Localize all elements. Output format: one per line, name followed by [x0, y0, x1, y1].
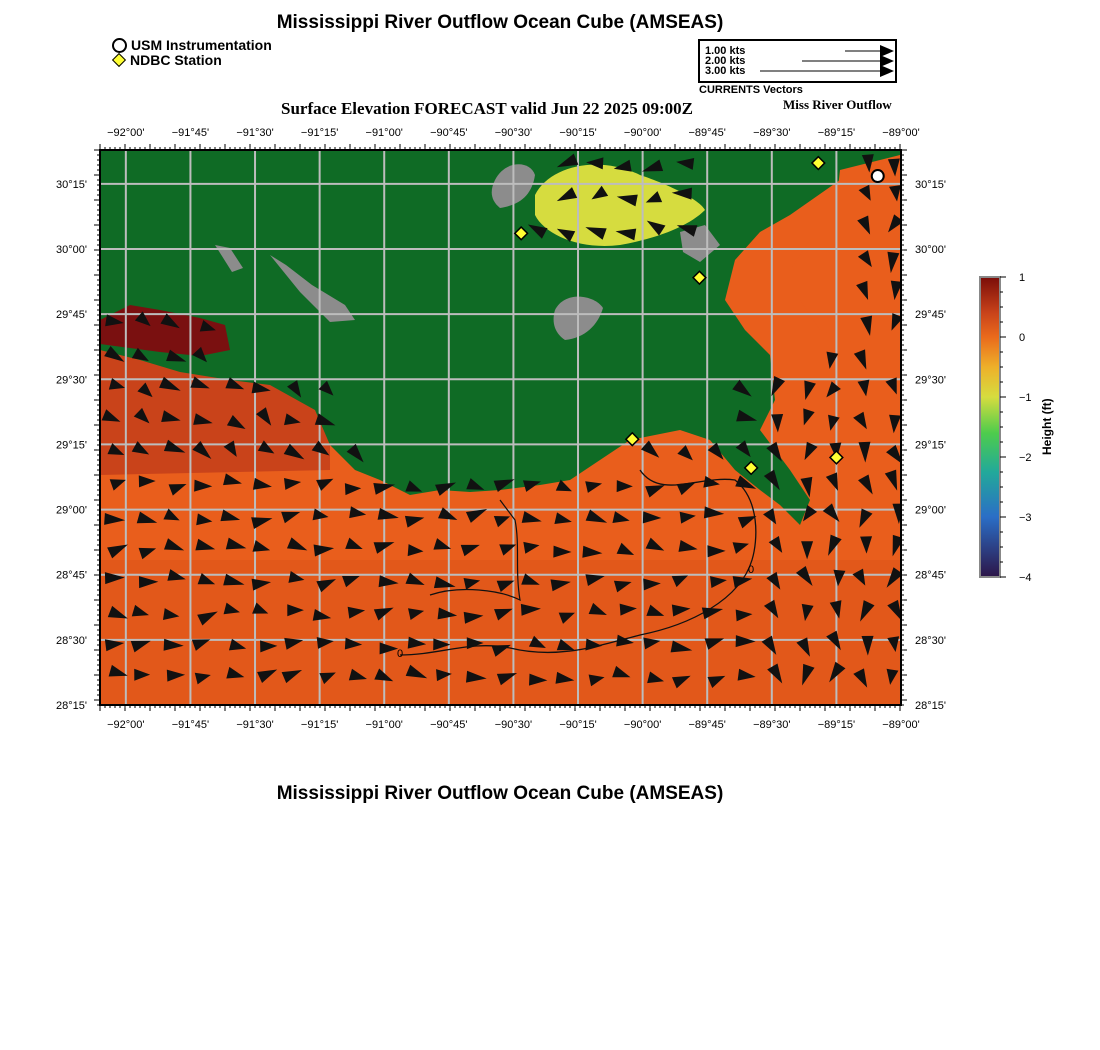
lat-tick-label: 29°15' — [56, 439, 87, 452]
lon-tick-label: −90°00' — [623, 719, 662, 731]
lon-tick-label: −91°30' — [236, 127, 274, 139]
lat-tick-label: 28°15' — [915, 700, 946, 712]
lon-tick-label: −89°15' — [817, 127, 856, 139]
lon-tick-label: −89°45' — [688, 127, 726, 139]
lat-tick-label: 29°30' — [915, 374, 946, 387]
lat-tick-label: 29°00' — [915, 504, 946, 517]
colorbar-tick-label: −1 — [1019, 392, 1032, 404]
lon-tick-label: −92°00' — [107, 127, 145, 139]
page-title-secondary: Mississippi River Outflow Ocean Cube (AMSEAS) — [276, 783, 724, 804]
lat-tick-label: 30°15' — [56, 178, 87, 191]
colorbar-tick-label: 1 — [1019, 272, 1026, 284]
lat-tick-label: 28°30' — [915, 634, 946, 647]
lat-tick-label: 28°45' — [56, 569, 87, 582]
lon-tick-label: −90°15' — [559, 127, 597, 139]
lon-tick-label: −90°45' — [430, 127, 468, 139]
lon-tick-label: −91°15' — [300, 127, 339, 139]
lat-tick-label: 29°30' — [56, 374, 87, 387]
legend-usm-label: USM Instrumentation — [131, 37, 272, 53]
lat-tick-label: 30°00' — [56, 244, 87, 257]
colorbar-label: Height (ft) — [1040, 398, 1054, 455]
colorbar-tick-label: −4 — [1019, 572, 1032, 584]
lon-tick-label: −90°30' — [494, 127, 533, 139]
vector-scale-label: 2.00 kts — [705, 55, 746, 67]
lat-tick-label: 28°30' — [56, 634, 87, 647]
lon-tick-label: −89°30' — [753, 127, 791, 139]
lon-tick-label: −89°30' — [753, 719, 791, 731]
lat-tick-label: 30°00' — [915, 244, 946, 257]
region-label: Miss River Outflow — [783, 97, 892, 112]
lat-tick-label: 29°45' — [56, 309, 87, 322]
lat-tick-label: 29°15' — [915, 439, 946, 452]
lon-tick-label: −89°00' — [882, 719, 920, 731]
lon-tick-label: −91°00' — [365, 719, 403, 731]
lon-tick-label: −90°00' — [623, 127, 662, 139]
lon-tick-label: −89°45' — [688, 719, 726, 731]
colorbar — [980, 277, 1000, 577]
contour-label: 0 — [748, 564, 755, 576]
lat-tick-label: 28°15' — [56, 700, 87, 712]
lon-tick-label: −91°30' — [236, 719, 274, 731]
contour-label: 0 — [397, 648, 404, 660]
lon-tick-label: −91°15' — [300, 719, 339, 731]
lon-tick-label: −90°30' — [494, 719, 533, 731]
lat-tick-label: 29°45' — [915, 309, 946, 322]
lon-tick-label: −90°15' — [559, 719, 597, 731]
lon-tick-label: −89°15' — [817, 719, 856, 731]
map-subtitle: Surface Elevation FORECAST valid Jun 22 2025 09:00Z — [281, 99, 693, 118]
lon-tick-label: −92°00' — [107, 719, 145, 731]
lat-tick-label: 30°15' — [915, 178, 946, 191]
lon-tick-label: −91°45' — [171, 127, 210, 139]
vector-legend-caption: CURRENTS Vectors — [699, 84, 803, 96]
colorbar-ticks — [1000, 272, 1032, 584]
lon-tick-label: −91°45' — [171, 719, 210, 731]
lat-tick-label: 28°45' — [915, 569, 946, 582]
usm-site-marker — [872, 170, 884, 182]
lon-tick-label: −89°00' — [882, 127, 920, 139]
lat-tick-label: 29°00' — [56, 504, 87, 517]
colorbar-tick-label: −2 — [1019, 452, 1032, 464]
lon-tick-label: −91°00' — [365, 127, 403, 139]
lon-tick-label: −90°45' — [430, 719, 468, 731]
colorbar-tick-label: −3 — [1019, 512, 1032, 524]
colorbar-tick-label: 0 — [1019, 332, 1026, 344]
page-title: Mississippi River Outflow Ocean Cube (AMSEAS) — [276, 12, 724, 33]
vector-scale-label: 1.00 kts — [705, 45, 746, 57]
vector-scale-label: 3.00 kts — [705, 65, 746, 77]
legend-ndbc-label: NDBC Station — [130, 52, 222, 68]
